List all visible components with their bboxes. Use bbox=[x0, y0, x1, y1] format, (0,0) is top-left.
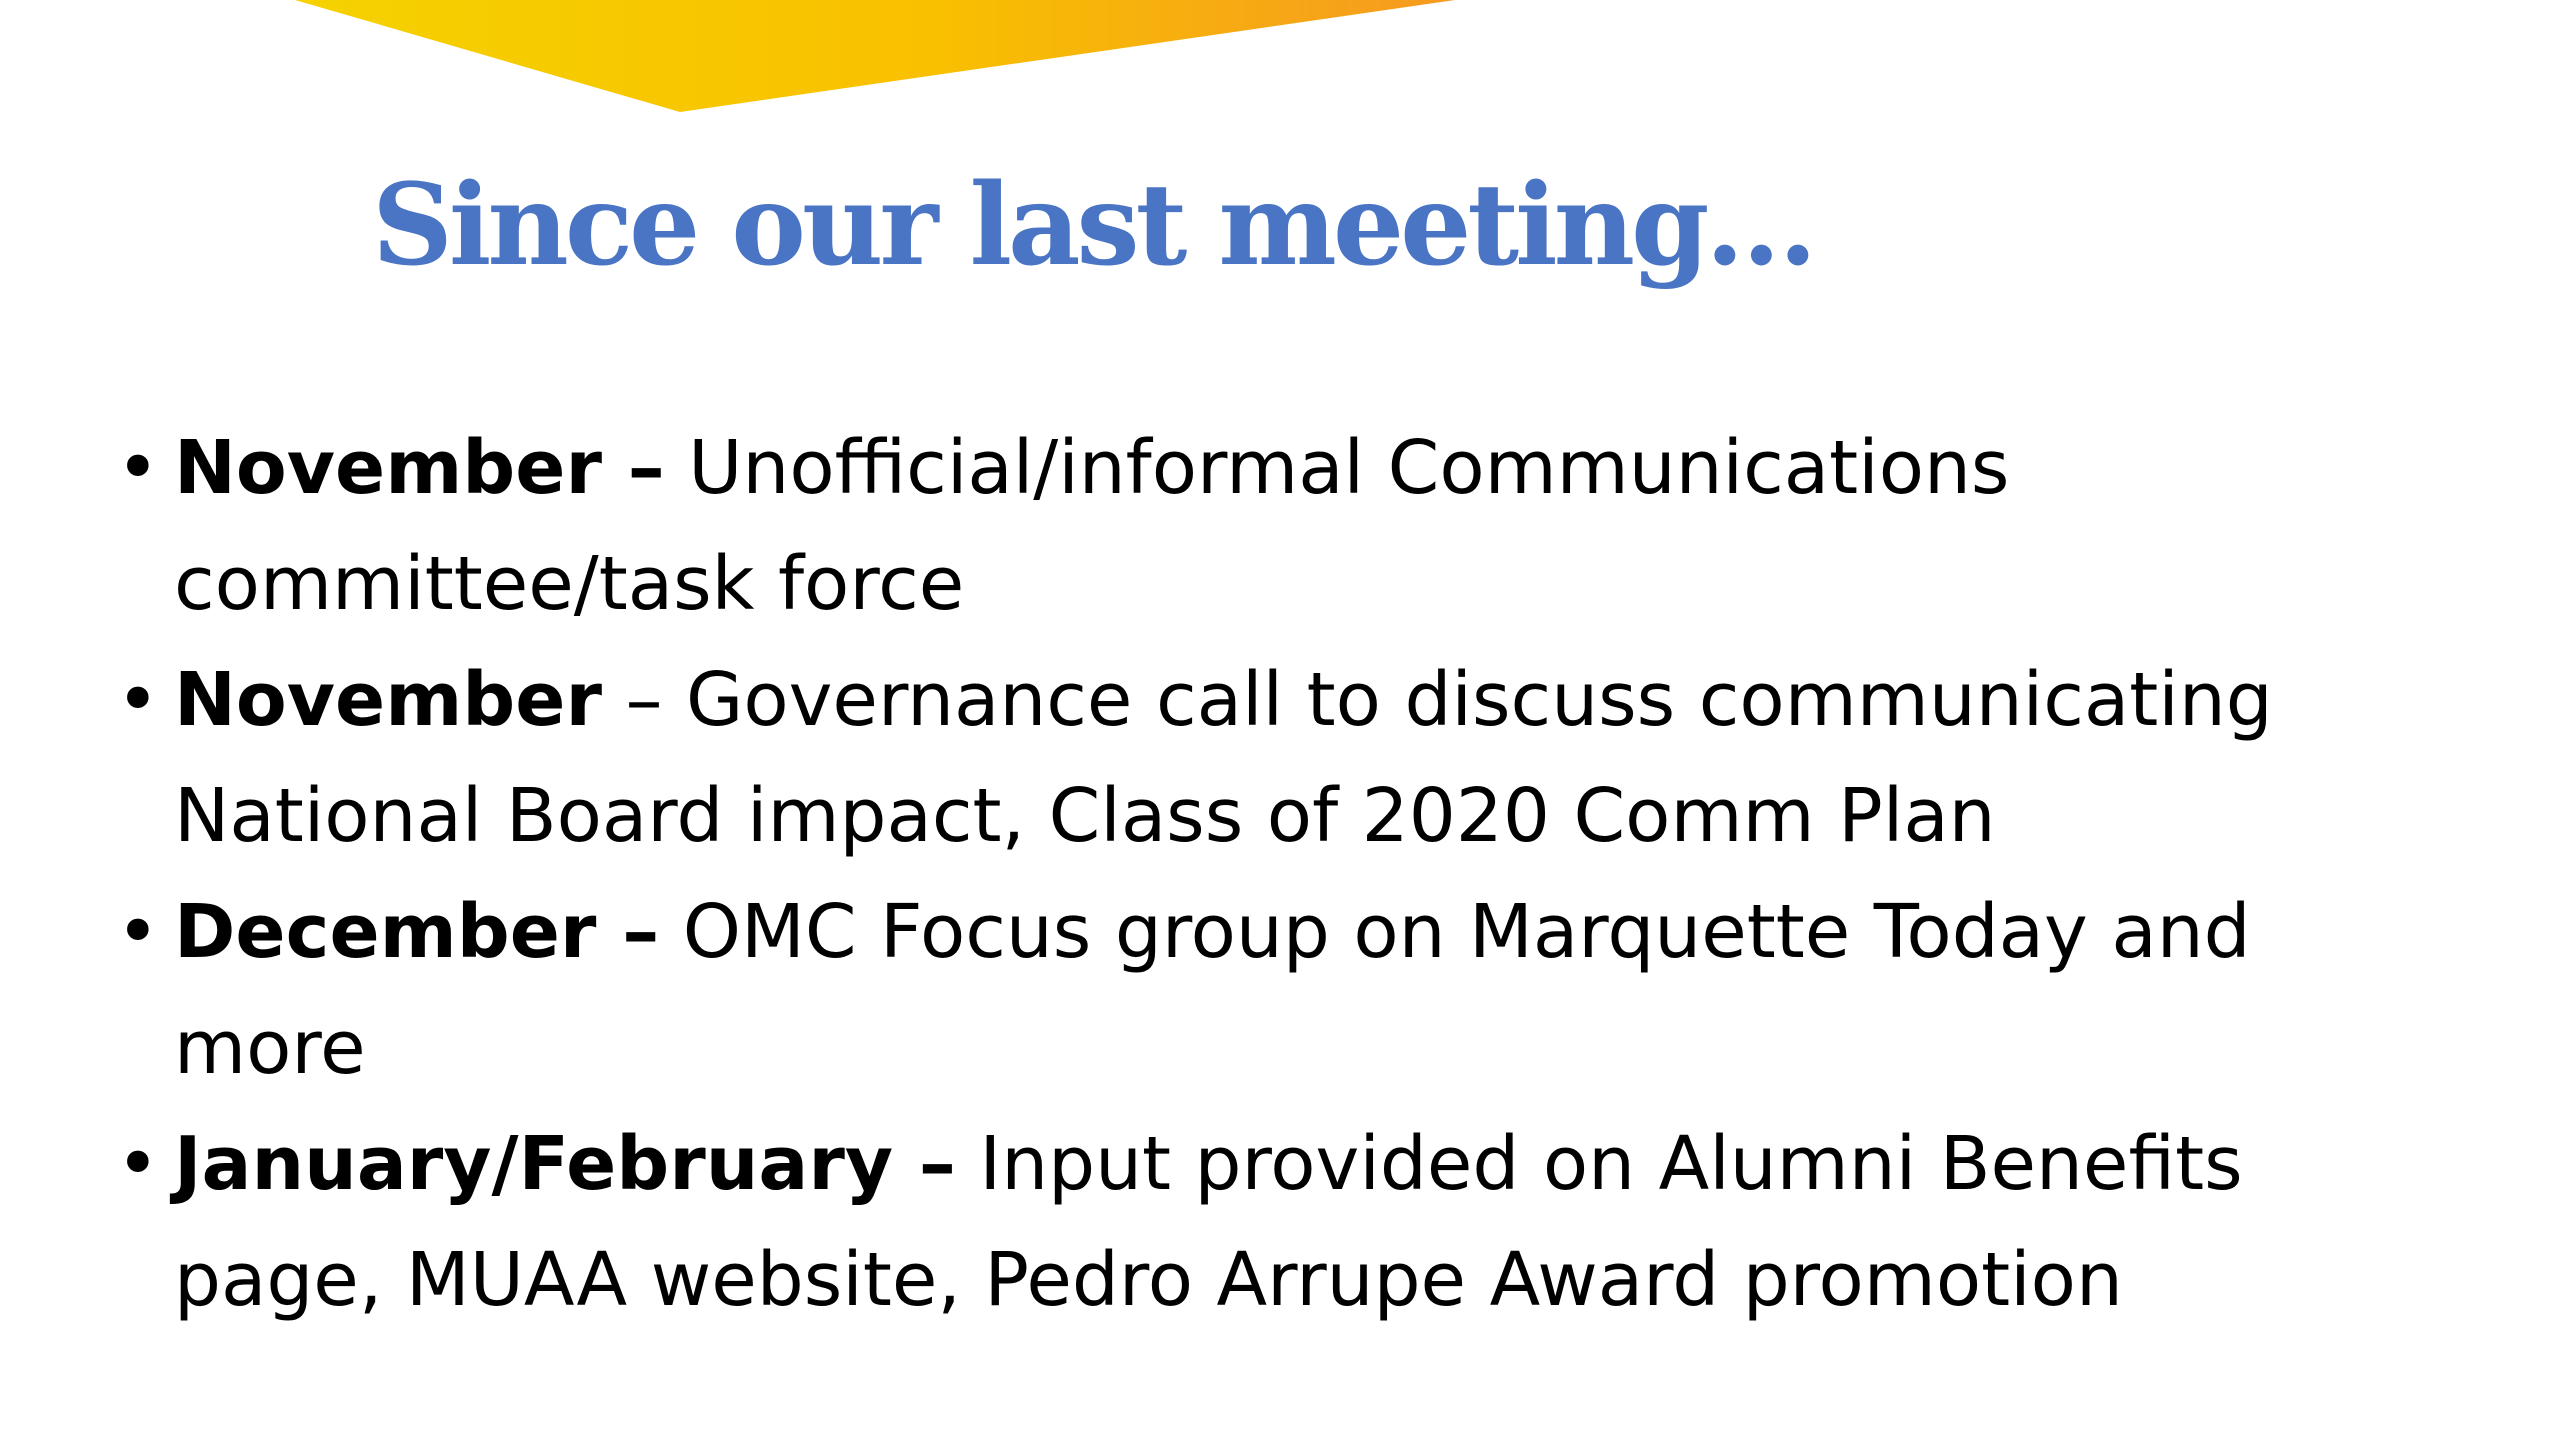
bullet-text: OMC Focus group on Marquette Today and bbox=[659, 889, 2251, 975]
slide-title: Since our last meeting… bbox=[372, 160, 1814, 291]
banner-shape bbox=[295, 0, 1455, 112]
decorative-banner bbox=[0, 0, 2560, 120]
bullet-line-1 bbox=[174, 1106, 2462, 1222]
list-item bbox=[112, 1106, 2462, 1338]
bullet-line-1 bbox=[174, 642, 2462, 758]
bullet-text: Input provided on Alumni Benefits bbox=[955, 1121, 2243, 1207]
bullet-list bbox=[112, 410, 2462, 1338]
bullet-lead: January/February – bbox=[174, 1121, 956, 1207]
bullet-lead: November – bbox=[174, 425, 665, 511]
bullet-text: – Governance call to discuss communicating bbox=[601, 657, 2273, 743]
bullet-line-2: National Board impact, Class of 2020 Comm Plan bbox=[174, 773, 1996, 859]
bullet-icon: • bbox=[116, 1121, 160, 1207]
bullet-line-1 bbox=[174, 874, 2462, 990]
bullet-line-1 bbox=[174, 410, 2462, 526]
bullet-icon: • bbox=[116, 889, 160, 975]
list-item bbox=[112, 874, 2462, 1106]
bullet-lead: November bbox=[174, 657, 602, 743]
bullet-lead: December – bbox=[174, 889, 660, 975]
bullet-text: Unofficial/informal Communications bbox=[664, 425, 2010, 511]
bullet-icon: • bbox=[116, 425, 160, 511]
bullet-line-2: page, MUAA website, Pedro Arrupe Award promotion bbox=[174, 1237, 2123, 1323]
bullet-line-2: more bbox=[174, 1005, 366, 1091]
bullet-line-2: committee/task force bbox=[174, 541, 965, 627]
bullet-icon: • bbox=[116, 657, 160, 743]
list-item bbox=[112, 642, 2462, 874]
list-item bbox=[112, 410, 2462, 642]
